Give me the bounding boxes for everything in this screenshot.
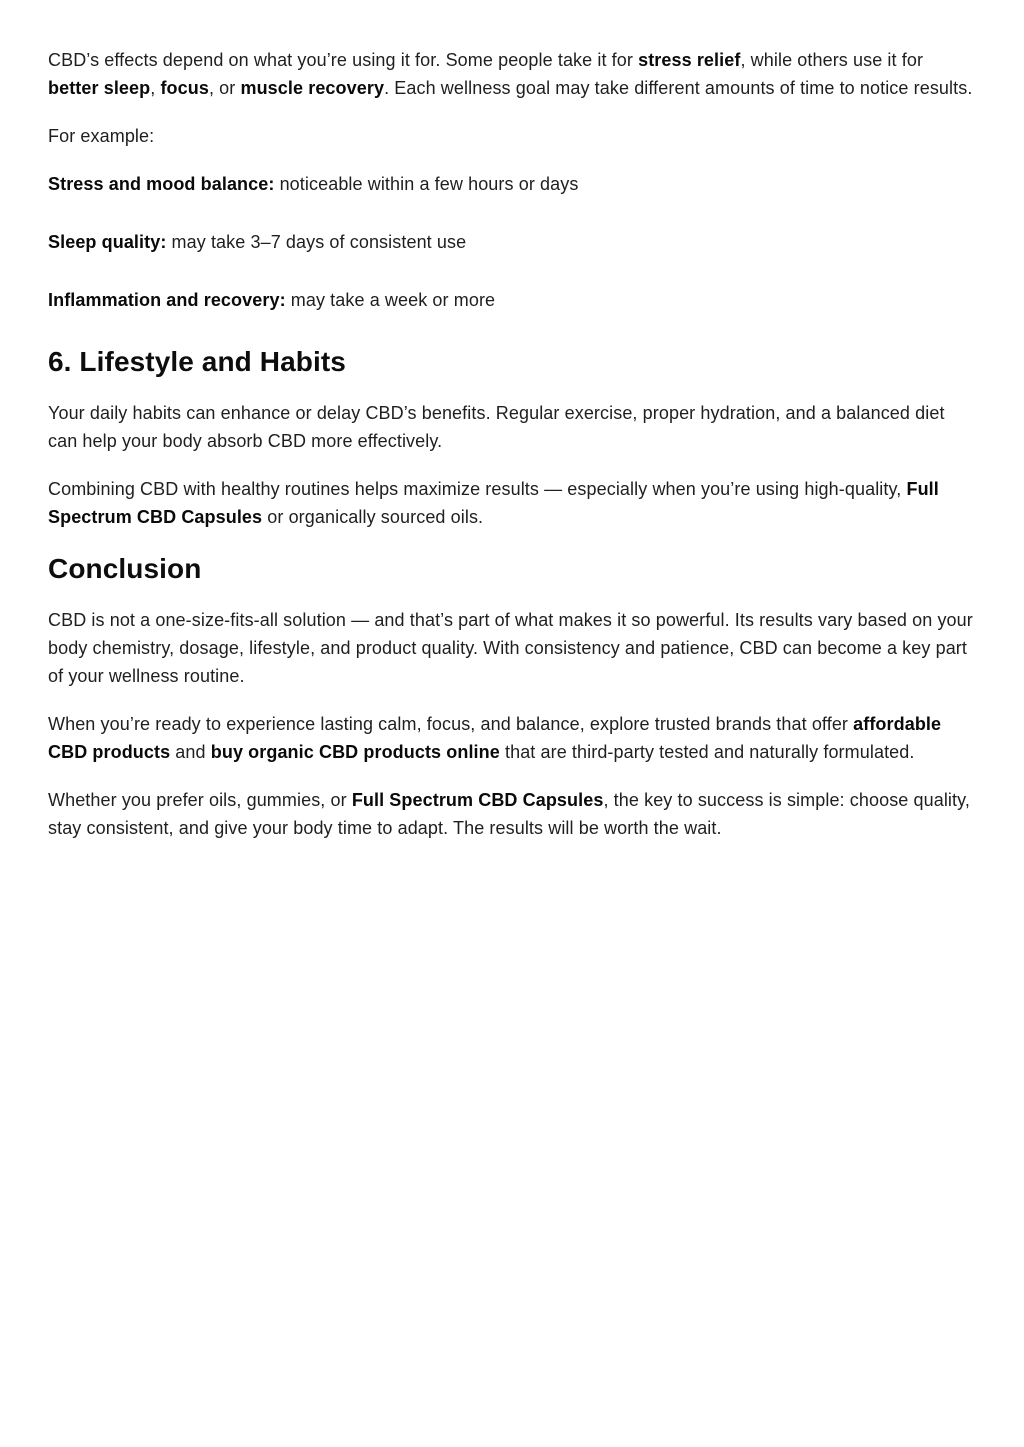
- paragraph-intro: CBD’s effects depend on what you’re using it for. Some people take it for stress relief, while others use it for better sleep, focus, or muscle recovery. Each wellness goal may take different amounts of time to notice results.: [48, 50, 973, 98]
- bold-text: buy organic CBD products online: [210, 742, 500, 762]
- bold-text: better sleep: [48, 78, 151, 98]
- paragraph-conclusion-closing: Whether you prefer oils, gummies, or Full Spectrum CBD Capsules, the key to success is simple: choose quality, stay consistent, and give your body time to adapt. The results will be worth the wait.: [48, 790, 970, 838]
- bold-text: affordable CBD products: [48, 714, 942, 762]
- bold-text: Stress and mood balance:: [48, 174, 275, 194]
- bold-text: Sleep quality:: [48, 232, 167, 252]
- paragraph-combining: Combining CBD with healthy routines helps maximize results — especially when you’re using high-quality, Full Spectrum CBD Capsules or organically sourced oils.: [48, 479, 939, 527]
- bold-text: Full Spectrum CBD Capsules: [48, 479, 939, 527]
- bold-text: Full Spectrum CBD Capsules: [351, 790, 604, 810]
- paragraph-conclusion-summary: CBD is not a one-size-fits-all solution — and that’s part of what makes it so powerful. Its results vary based on your body chemistry, dosage, lifestyle, and product quality. With consistency and patience, CBD can become a key part of your wellness routine.: [48, 610, 973, 686]
- paragraph-for-example: For example:: [48, 126, 155, 146]
- bold-text: muscle recovery: [240, 78, 385, 98]
- bold-text: Inflammation and recovery:: [48, 290, 286, 310]
- example-item-sleep: Sleep quality: may take 3–7 days of consistent use: [48, 232, 467, 252]
- example-item-inflammation: Inflammation and recovery: may take a week or more: [48, 290, 496, 310]
- bold-text: stress relief: [638, 50, 741, 70]
- heading-conclusion: Conclusion: [48, 553, 202, 584]
- example-item-stress: Stress and mood balance: noticeable within a few hours or days: [48, 174, 579, 194]
- paragraph-conclusion-brands: When you’re ready to experience lasting calm, focus, and balance, explore trusted brands that offer affordable CBD products and buy organic CBD products online that are third-party tested and naturally formulated.: [48, 714, 942, 762]
- bold-text: focus: [160, 78, 209, 98]
- heading-lifestyle-and-habits: 6. Lifestyle and Habits: [48, 346, 346, 377]
- paragraph-daily-habits: Your daily habits can enhance or delay CBD’s benefits. Regular exercise, proper hydration, and a balanced diet can help your body absorb CBD more effectively.: [48, 403, 945, 451]
